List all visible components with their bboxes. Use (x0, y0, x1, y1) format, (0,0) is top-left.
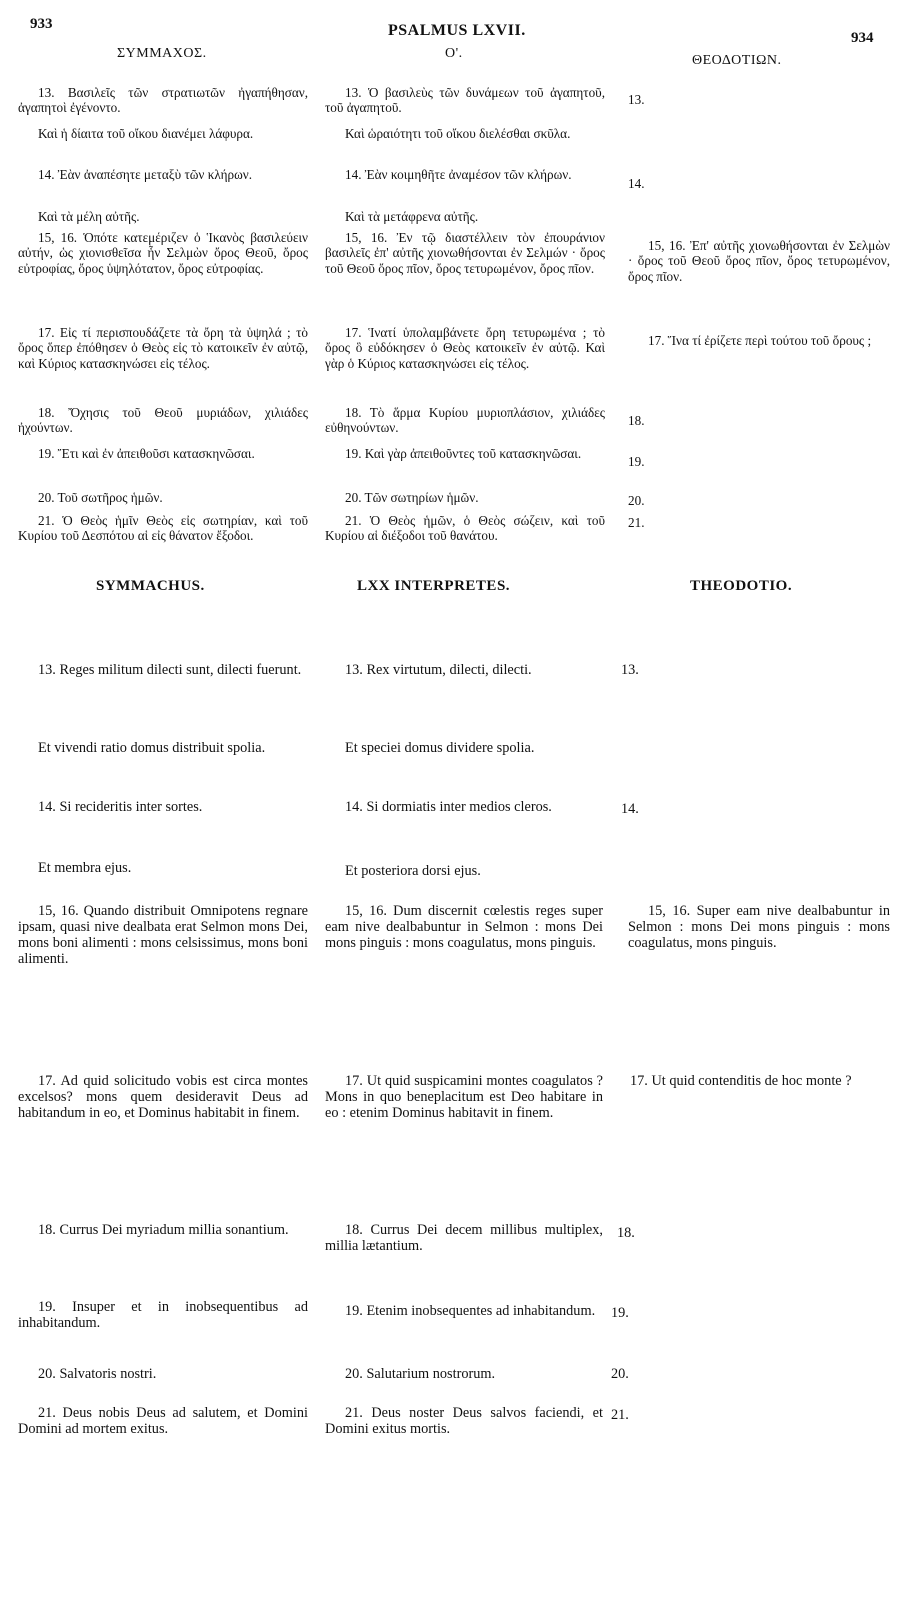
greek-lxx-v17: 17. Ἱνατί ὑπολαμβάνετε ὄρη τετυρωμένα ; τὸ ὄρος ὃ εὐδόκησεν ὁ Θεὸς κατοικεῖν ἐν αὐτῷ. Καὶ γὰρ ὁ Κύριος κατασκηνώσει εἰς τέλος. (325, 325, 605, 371)
latin-theodotio-v17: 17. Ut quid contenditis de hoc monte ? (630, 1073, 852, 1089)
latin-lxx-v18: 18. Currus Dei decem millibus multiplex, millia lætantium. (325, 1222, 603, 1254)
greek-lxx-v13: 13. Ὁ βασιλεὺς τῶν δυνάμεων τοῦ ἀγαπητοῦ, τοῦ ἀγαπητοῦ. (325, 85, 605, 116)
greek-theodotion-v14: 14. (628, 176, 645, 191)
latin-symmachus-v17: 17. Ad quid solicitudo vobis est circa montes excelsos? mons quem desideravit Deus ad habitandum in eo, et Dominus habitabit in finem. (18, 1073, 308, 1121)
latin-symmachus-v14: 14. Si recideritis inter sortes. (38, 799, 203, 815)
latin-lxx-v14: 14. Si dormiatis inter medios cleros. (345, 799, 552, 815)
latin-lxx-v14b: Et posteriora dorsi ejus. (345, 863, 481, 879)
latin-theodotio-v13: 13. (621, 662, 639, 678)
greek-symmachus-v19: 19. Ἔτι καὶ ἐν ἀπειθοῦσι κατασκηνῶσαι. (38, 446, 255, 461)
page-number-left: 933 (30, 16, 53, 32)
greek-lxx-v15: 15, 16. Ἐν τῷ διαστέλλειν τὸν ἐπουράνιον βασιλεῖς ἐπ' αὐτῆς χιονωθήσονται ἐν Σελμών · ὄρος τοῦ Θεοῦ ὄρος πῖον, ὄρος τετυρωμένον, ὄρος πῖον. (325, 230, 605, 276)
latin-theodotio-v14: 14. (621, 801, 639, 817)
greek-lxx-v18: 18. Τὸ ἅρμα Κυρίου μυριοπλάσιον, χιλιάδες εὐθηνούντων. (325, 405, 605, 436)
greek-lxx-v21: 21. Ὁ Θεὸς ἡμῶν, ὁ Θεὸς σώζειν, καὶ τοῦ Κυρίου αἱ διέξοδοι τοῦ θανάτου. (325, 513, 605, 544)
page-number-right: 934 (851, 30, 874, 46)
greek-theodotion-v13: 13. (628, 92, 645, 107)
greek-theodotion-v18: 18. (628, 413, 645, 428)
greek-theodotion-v19: 19. (628, 454, 645, 469)
latin-symmachus-v13b: Et vivendi ratio domus distribuit spolia. (38, 740, 266, 756)
latin-symmachus-v18: 18. Currus Dei myriadum millia sonantium. (38, 1222, 289, 1238)
latin-lxx-v17: 17. Ut quid suspicamini montes coagulatos ? Mons in quo beneplacitum est Deo habitare in eo : etenim Dominus habitavit in finem. (325, 1073, 603, 1121)
greek-symmachus-v13b: Καὶ ἡ δίαιτα τοῦ οἴκου διανέμει λάφυρα. (38, 126, 254, 141)
latin-theodotio-v20: 20. (611, 1366, 629, 1382)
latin-heading-symmachus: SYMMACHUS. (96, 578, 205, 594)
greek-symmachus-v15: 15, 16. Ὁπότε κατεμέριζεν ὁ Ἱκανὸς βασιλεύειν αὐτήν, ὡς χιονισθεῖσα ἦν Σελμὼν ὄρος Θεοῦ, ὄρος εὐτροφίας, ὄρος ὑψηλότατον, ὄρος εὐτροφίας. (18, 230, 308, 276)
greek-theodotion-v20: 20. (628, 493, 645, 508)
greek-lxx-v20: 20. Τῶν σωτηρίων ἡμῶν. (345, 490, 479, 505)
latin-theodotio-v19: 19. (611, 1305, 629, 1321)
greek-symmachus-v13: 13. Βασιλεῖς τῶν στρατιωτῶν ἠγαπήθησαν, ἀγαπητοὶ ἐγένοντο. (18, 85, 308, 116)
latin-symmachus-v20: 20. Salvatoris nostri. (38, 1366, 157, 1382)
latin-lxx-v13b: Et speciei domus dividere spolia. (345, 740, 535, 756)
latin-lxx-v21: 21. Deus noster Deus salvos faciendi, et Domini exitus mortis. (325, 1405, 603, 1437)
latin-lxx-v15: 15, 16. Dum discernit cœlestis reges super eam nive dealbabuntur in Selmon : mons Dei mons pinguis : mons coagulatus, mons pinguis. (325, 903, 603, 951)
page-title: PSALMUS LXVII. (388, 22, 526, 39)
greek-theodotion-v17: 17. Ἵνα τί ἐρίζετε περὶ τούτου τοῦ ὄρους ; (648, 333, 872, 348)
latin-theodotio-v21: 21. (611, 1407, 629, 1423)
greek-lxx-v19: 19. Καὶ γὰρ ἀπειθοῦντες τοῦ κατασκηνῶσαι. (345, 446, 582, 461)
greek-symmachus-v18: 18. Ὄχησις τοῦ Θεοῦ μυριάδων, χιλιάδες ἠχούντων. (18, 405, 308, 436)
latin-symmachus-v14b: Et membra ejus. (38, 860, 132, 876)
greek-lxx-v14: 14. Ἐὰν κοιμηθῆτε ἀναμέσον τῶν κλήρων. (345, 167, 572, 182)
greek-symmachus-v17: 17. Εἰς τί περισπουδάζετε τὰ ὄρη τὰ ὑψηλά ; τὸ ὄρος ὅπερ ἐπόθησεν ὁ Θεὸς εἰς τὸ κατοικεῖν ἐν αὐτῷ, καὶ Κύριος κατασκηνώσει εἰς τέλος. (18, 325, 308, 371)
greek-lxx-v13b: Καὶ ὡραιότητι τοῦ οἴκου διελέσθαι σκῦλα. (345, 126, 571, 141)
greek-symmachus-v14b: Καὶ τὰ μέλη αὐτῆς. (38, 209, 140, 224)
greek-heading-lxx: Ο'. (445, 46, 463, 61)
greek-symmachus-v14: 14. Ἐὰν ἀναπέσητε μεταξὺ τῶν κλήρων. (38, 167, 253, 182)
greek-lxx-v14b: Καὶ τὰ μετάφρενα αὐτῆς. (345, 209, 479, 224)
latin-theodotio-v18: 18. (617, 1225, 635, 1241)
latin-heading-lxx: LXX INTERPRETES. (357, 578, 511, 594)
latin-symmachus-v15: 15, 16. Quando distribuit Omnipotens regnare ipsam, quasi nive dealbata erat Selmon mons Dei, mons boni alimenti : mons celsissimus, mons boni alimenti. (18, 903, 308, 967)
latin-symmachus-v21: 21. Deus nobis Deus ad salutem, et Domini Domini ad mortem exitus. (18, 1405, 308, 1437)
latin-theodotio-v15: 15, 16. Super eam nive dealbabuntur in Selmon : mons Dei mons pinguis : mons coagulatus, mons pinguis. (628, 903, 890, 951)
latin-symmachus-v19: 19. Insuper et in inobsequentibus ad inhabitandum. (18, 1299, 308, 1331)
greek-theodotion-v15: 15, 16. Ἐπ' αὐτῆς χιονωθήσονται ἐν Σελμὼν · ὄρος τοῦ Θεοῦ ὄρος πῖον, ὄρος τετυρωμένον, ὄρος πῖον. (628, 238, 890, 284)
latin-heading-theodotio: THEODOTIO. (690, 578, 793, 594)
latin-symmachus-v13: 13. Reges militum dilecti sunt, dilecti fuerunt. (38, 662, 302, 678)
latin-lxx-v19: 19. Etenim inobsequentes ad inhabitandum. (345, 1303, 596, 1319)
latin-lxx-v20: 20. Salutarium nostrorum. (345, 1366, 496, 1382)
greek-symmachus-v20: 20. Τοῦ σωτῆρος ἡμῶν. (38, 490, 163, 505)
greek-symmachus-v21: 21. Ὁ Θεὸς ἡμῖν Θεὸς εἰς σωτηρίαν, καὶ τοῦ Κυρίου τοῦ Δεσπότου αἱ εἰς θάνατον ἔξοδοι. (18, 513, 308, 544)
greek-heading-symmachus: ΣΥΜΜΑΧΟΣ. (117, 46, 207, 61)
greek-theodotion-v21: 21. (628, 515, 645, 530)
latin-lxx-v13: 13. Rex virtutum, dilecti, dilecti. (345, 662, 532, 678)
greek-heading-theodotion: ΘΕΟΔΟΤΙΩΝ. (692, 53, 782, 68)
